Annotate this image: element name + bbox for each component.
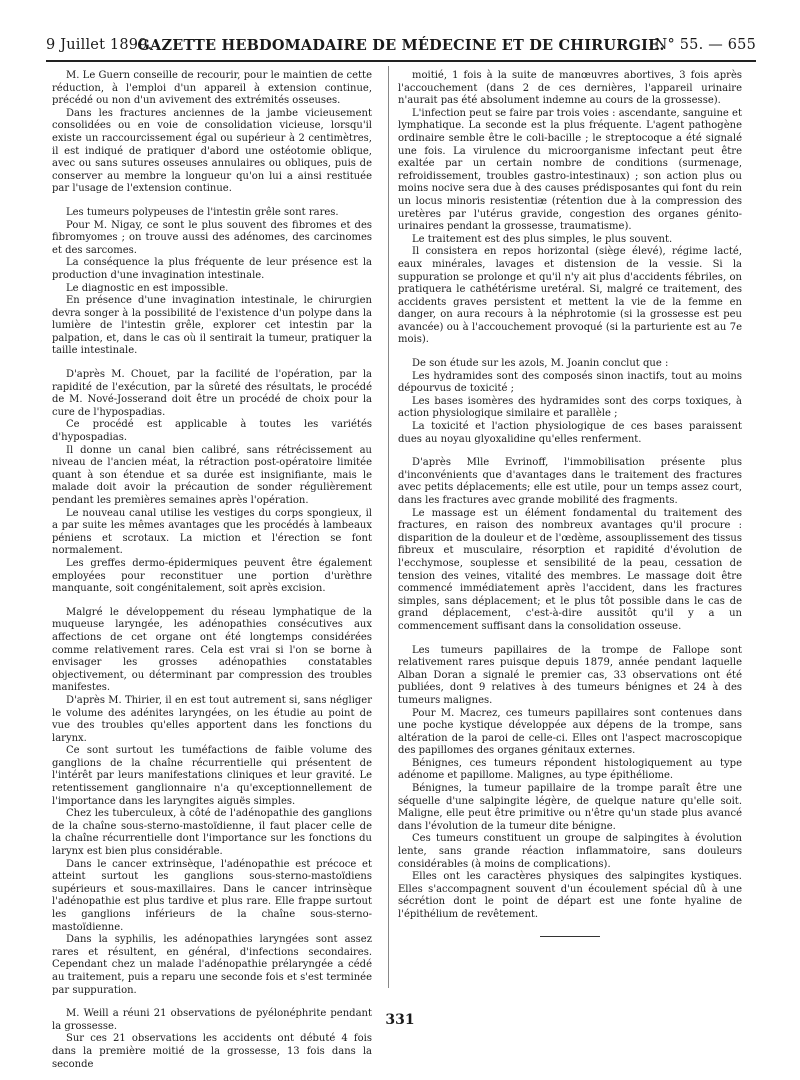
paragraph: Il consistera en repos horizontal (siège élevé), régime lacté, eaux minérales, lavages et distension de la vessie. Si la suppuration se prolonge et qu'il n'y ait plus d'accidents fébriles, on pratiquera le cathétérisme uretéral. Si, malgré ce traitement, des accidents graves persistent et mettent la vie de la femme en danger, on aura recours à la néphrotomie (si la grossesse est peu avancée) ou à l'accouchement provoqué (si la parturiente est au 7e mois). (398, 246, 742, 346)
paragraph: En présence d'une invagination intestinale, le chirurgien devra songer à la possibilité de l'existence d'un polype dans la lumière de l'intestin grêle, explorer cet intestin par la palpation, et, dans le cas où il sentirait la tumeur, pratiquer la taille intestinale. (52, 295, 372, 357)
paragraph: Dans le cancer extrinsèque, l'adénopathie est précoce et atteint surtout les ganglions sous-sterno-mastoïdiens supérieurs et sous-maxillaires. Dans le cancer intrinsèque l'adénopathie est plus tardive et plus rare. Elle frappe surtout les ganglions inférieurs de la chaîne sous-sterno-mastoïdienne. (52, 858, 372, 933)
paragraph: Bénignes, ces tumeurs répondent histologiquement au type adénome et papillome. Malignes, au type épithéliome. (398, 757, 742, 782)
paragraph: Le nouveau canal utilise les vestiges du corps spongieux, il a par suite les mêmes avantages que les procédés à lambeaux péniens et scrotaux. La miction et l'érection se font normalement. (52, 507, 372, 557)
paragraph: Les tumeurs papillaires de la trompe de Fallope sont relativement rares puisque depuis 1879, année pendant laquelle Alban Doran a signalé le premier cas, 33 observations ont été publiées, dont 9 relatives à des tumeurs bénignes et 24 à des tumeurs malignes. (398, 644, 742, 706)
paragraph: D'après Mlle Evrinoff, l'immobilisation présente plus d'inconvénients que d'avantages dans le traitement des fractures avec petits déplacements; elle est utile, pour un temps assez court, dans les fractures avec grande mobilité des fragments. (398, 457, 742, 506)
paragraph: Il donne un canal bien calibré, sans rétrécissement au niveau de l'ancien méat, la rétraction post-opératoire limitée quant à son étendue et sa durée est insignifiante, mais le malade doit avoir la précaution de sonder régulièrement pendant les premières semaines après l'opération. (52, 444, 372, 506)
paragraph: Les bases isomères des hydramides sont des corps toxiques, à action physiologique similaire et parallèle ; (398, 395, 742, 420)
paragraph: D'après M. Thirier, il en est tout autrement si, sans négliger le volume des adénites laryngées, on les étudie au point de vue des troubles qu'elles apportent dans les fonctions du larynx. (52, 694, 372, 744)
paragraph: Ce procédé est applicable à toutes les variétés d'hypospadias. (52, 419, 372, 444)
paragraph: Malgré le développement du réseau lymphatique de la muqueuse laryngée, les adénopathies consécutives aux affections de cet organe ont été longtemps considérées comme relativement rares. Cela est vrai si l'on se borne à envisager les grosses adénopathies constatables objectivement, ou déterminant par compression des troubles manifestes. (52, 606, 372, 694)
paragraph: La toxicité et l'action physiologique de ces bases paraissent dues au noyau glyoxalidine qu'elles renferment. (398, 421, 742, 445)
page-footer-number: 331 (385, 1012, 415, 1028)
running-header (46, 33, 756, 55)
paragraph: D'après M. Chouet, par la facilité de l'opération, par la rapidité de l'exécution, par la sûreté des résultats, le procédé de M. Nové-Josserand doit être un procédé de choix pour la cure de l'hypospadias. (52, 369, 372, 418)
paragraph: Dans la syphilis, les adénopathies laryngées sont assez rares et résultent, en général, d'infections secondaires. Cependant chez un malade l'adénopathie prélaryngée a cédé au traitement, puis a reparu une seconde fois et s'est terminée par suppuration. (52, 934, 372, 996)
paragraph: La conséquence la plus fréquente de leur présence est la production d'une invagination intestinale. (52, 257, 372, 281)
paragraph: Le traitement est des plus simples, le plus souvent. (412, 233, 673, 245)
right-column (398, 70, 742, 937)
section-gap (398, 634, 742, 645)
paragraph: M. Le Guern conseille de recourir, pour le maintien de cette réduction, à l'emploi d'un appareil à extension continue, précédé ou non d'un avivement des extrémités osseuses. (52, 70, 372, 107)
section-gap (52, 596, 372, 607)
paragraph: Ce sont surtout les tuméfactions de faible volume des ganglions de la chaîne récurrentielle qui présentent de l'intérêt par leurs manifestations cliniques et leur gravité. Le retentissement ganglionnaire n'a qu'exceptionnellement de l'importance dans les laryngites aiguës simples. (52, 745, 372, 807)
issue-page-number: N° 55. — 655 (654, 37, 756, 53)
paragraph: Pour M. Macrez, ces tumeurs papillaires sont contenues dans une poche kystique développée aux dépens de la trompe, sans altération de la paroi de celle-ci. Elles ont l'aspect macroscopique des papillomes des organes génitaux externes. (398, 707, 742, 757)
paragraph: De son étude sur les azols, M. Joanin conclut que : (412, 358, 669, 370)
paragraph: Bénignes, la tumeur papillaire de la trompe paraît être une séquelle d'une salpingite légère, de quelque nature qu'elle soit. Maligne, elle peut être primitive ou n'être qu'un stade plus avancé dans l'évolution de la tumeur dite bénigne. (398, 783, 742, 832)
column-divider (388, 66, 389, 988)
end-rule (540, 936, 600, 937)
paragraph: Elles ont les caractères physiques des salpingites kystiques. Elles s'accompagnent souvent d'un écoulement spécial dû à une sécrétion dont le point de départ est une fonte hyaline de l'épithélium de revêtement. (398, 871, 742, 920)
section-gap (398, 446, 742, 457)
journal-title: GAZETTE HEBDOMADAIRE DE MÉDECINE ET DE CHIRURGIE. (137, 37, 665, 54)
header-rule (46, 60, 756, 62)
paragraph: L'infection peut se faire par trois voies : ascendante, sanguine et lymphatique. La seconde est la plus fréquente. L'agent pathogène ordinaire semble être le coli-bacille ; le streptocoque a été signalé une fois. La virulence du microorganisme infectant peut être exaltée par un certain nombre de conditions (surmenage, refroidissement, troubles gastro-intestinaux) ; son action plus ou moins nocive sera due à des causes prédisposantes qui font du rein un locus minoris resistentiæ (rétention due à la compression des uretères par l'utérus gravide, congestion des organes génito-urinaires pendant la grossesse, traumatisme). (398, 107, 742, 233)
paragraph: Pour M. Nigay, ce sont le plus souvent des fibromes et des fibromyomes ; on trouve aussi des adénomes, des carcinomes et des sarcomes. (52, 219, 372, 256)
paragraph: Dans les fractures anciennes de la jambe vicieusement consolidées ou en voie de consolidation vicieuse, lorsqu'il existe un raccourcissement égal ou supérieur à 2 centimètres, il est indiqué de pratiquer d'abord une ostéotomie oblique, avec ou sans sutures osseuses annulaires ou obliques, puis de conserver au membre la longueur qu'on lui a ainsi restituée par l'usage de l'extension continue. (52, 107, 372, 195)
paragraph: Les tumeurs polypeuses de l'intestin grêle sont rares. (66, 206, 339, 218)
paragraph: Le diagnostic en est impossible. (66, 282, 229, 294)
paragraph: Les hydramides sont des composés sinon inactifs, tout au moins dépourvus de toxicité ; (398, 370, 742, 395)
section-gap (52, 196, 372, 207)
paragraph: Le massage est un élément fondamental du traitement des fractures, en raison des nombreux avantages qu'il procure : disparition de la douleur et de l'œdème, assouplissement des tissus fibreux et musculaire, résorption et rapidité d'évolution de l'ecchymose, souplesse et sensibilité de la peau, cessation de tension des veines, vitalité des membres. Le massage doit être commencé immédiatement après l'accident, dans les fractures simples, sans déplacement; et le plus tôt possible dans le cas de grand déplacement, c'est-à-dire aussitôt qu'il y a un commencement suffisant dans la consolidation osseuse. (398, 507, 742, 632)
paragraph: M. Weill a réuni 21 observations de pyélonéphrite pendant la grossesse. (52, 1008, 372, 1032)
section-gap (52, 997, 372, 1008)
left-column (52, 70, 372, 1071)
paragraph: moitié, 1 fois à la suite de manœuvres abortives, 3 fois après l'accouchement (dans 2 de ces dernières, l'appareil urinaire n'aurait pas été absolument indemne au cours de la grossesse). (398, 70, 742, 107)
section-gap (398, 347, 742, 358)
section-gap (52, 358, 372, 369)
issue-date: 9 Juillet 1899. (46, 37, 153, 53)
paragraph: Ces tumeurs constituent un groupe de salpingites à évolution lente, sans grande réaction inflammatoire, sans douleurs considérables (à moins de complications). (398, 833, 742, 870)
paragraph: Les greffes dermo-épidermiques peuvent être également employées pour reconstituer une portion d'urèthre manquante, soit congénitalement, soit après excision. (52, 557, 372, 595)
paragraph: Sur ces 21 observations les accidents ont débuté 4 fois dans la première moitié de la grossesse, 13 fois dans la seconde (52, 1033, 372, 1070)
paragraph: Chez les tuberculeux, à côté de l'adénopathie des ganglions de la chaîne sous-sterno-mastoïdienne, il faut placer celle de la chaîne récurrentielle dont l'importance sur les fonctions du larynx est bien plus considérable. (52, 808, 372, 858)
